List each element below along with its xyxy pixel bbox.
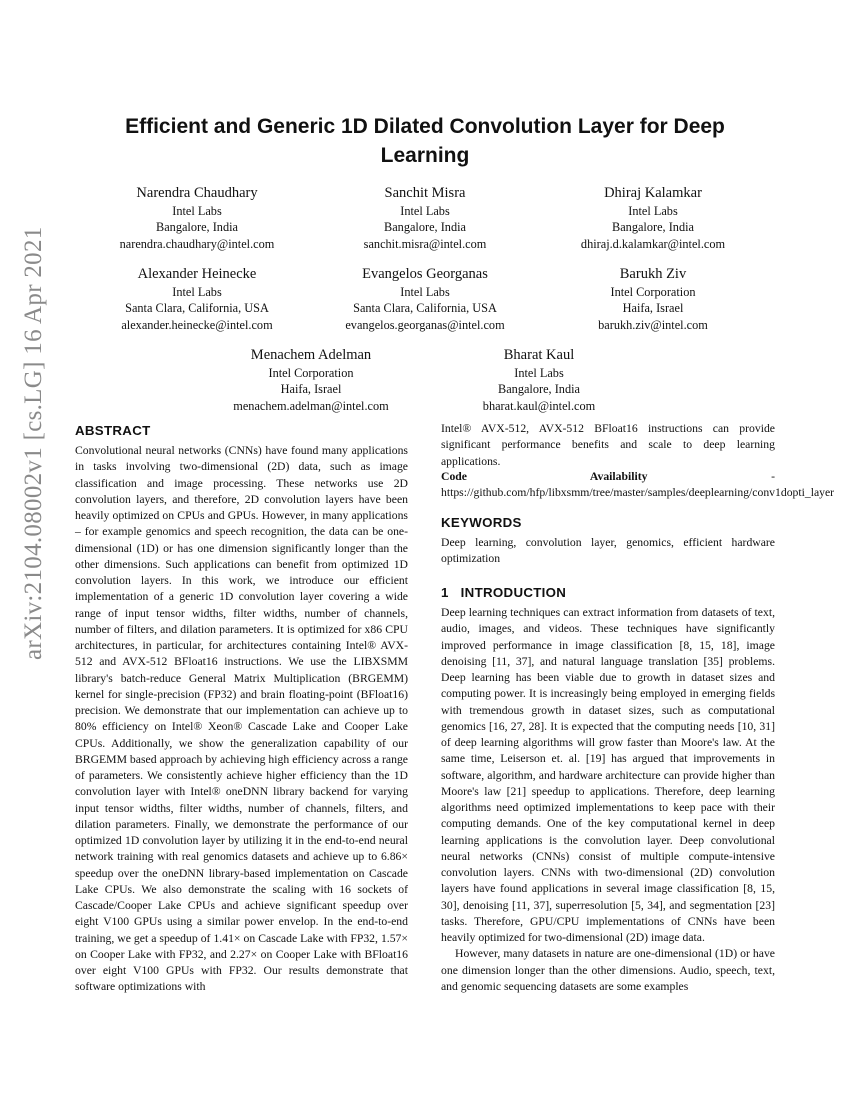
author-location: Santa Clara, California, USA <box>353 301 497 316</box>
code-availability-link[interactable]: - https://github.com/hfp/libxsmm/tree/master/samples/deeplearning/conv1dopti_layer <box>441 470 835 500</box>
author-email[interactable]: dhiraj.d.kalamkar@intel.com <box>580 236 726 251</box>
author-email[interactable]: evangelos.georganas@intel.com <box>345 317 505 332</box>
code-availability-label: Code Availability <box>441 470 648 483</box>
author-name: Bharat Kaul <box>503 347 575 363</box>
author-block <box>523 184 783 252</box>
author-email[interactable]: alexander.heinecke@intel.com <box>121 317 273 332</box>
introduction-paragraph-2: However, many datasets in nature are one-dimensional (1D) or have one dimension longer than the other dimensions. Audio, speech, text, and genomic sequencing datasets are some examples <box>441 947 775 993</box>
author-block <box>523 265 783 333</box>
author-email[interactable]: barukh.ziv@intel.com <box>598 317 708 332</box>
author-location: Bangalore, India <box>384 220 466 235</box>
author-affiliation: Intel Labs <box>172 204 222 218</box>
author-block <box>409 346 669 414</box>
author-block <box>295 184 555 252</box>
author-affiliation: Intel Corporation <box>268 366 354 380</box>
author-name: Alexander Heinecke <box>137 266 257 282</box>
author-block <box>295 265 555 333</box>
author-block <box>67 265 327 333</box>
author-affiliation: Intel Labs <box>400 285 450 299</box>
author-location: Haifa, Israel <box>622 301 684 316</box>
author-name: Barukh Ziv <box>619 266 687 282</box>
author-affiliation: Intel Labs <box>628 204 678 218</box>
author-location: Bangalore, India <box>498 382 580 397</box>
paper-title: Efficient and Generic 1D Dilated Convolution Layer for Deep Learning <box>125 115 725 167</box>
author-email[interactable]: bharat.kaul@intel.com <box>482 398 596 413</box>
keywords-heading: KEYWORDS <box>441 515 522 530</box>
author-email[interactable]: menachem.adelman@intel.com <box>233 398 389 413</box>
author-email[interactable]: narendra.chaudhary@intel.com <box>119 236 275 251</box>
author-affiliation: Intel Corporation <box>610 285 696 299</box>
author-name: Evangelos Georganas <box>362 266 488 282</box>
author-block <box>67 184 327 252</box>
author-affiliation: Intel Labs <box>514 366 564 380</box>
author-location: Bangalore, India <box>612 220 694 235</box>
keywords-body <box>441 535 775 568</box>
abstract-continuation-text: Intel® AVX-512, AVX-512 BFloat16 instructions can provide significant performance benefits and scale to deep learning applications. <box>441 422 775 468</box>
introduction-heading: 1 INTRODUCTION <box>441 585 567 600</box>
author-block <box>181 346 441 414</box>
abstract-continuation <box>441 421 775 470</box>
author-name: Sanchit Misra <box>384 185 466 201</box>
author-location: Santa Clara, California, USA <box>125 301 269 316</box>
abstract-text: Convolutional neural networks (CNNs) have found many applications in tasks involving two-dimensional (2D) data, such as image classification and image processing. These networks use 2D convolution layers, and therefore, 2D convolution layers have been heavily optimized on CPUs and GPUs. However, in many applications – for example genomics and speech recognition, the data can be one-dimensional (1D) or has one dimension significantly longer than the other dimensions. Such applications can benefit from optimized 1D convolution layers. In this work, we introduce our efficient implementation of a generic 1D convolution layer covering a wide range of input tensor widths, filter widths, number of channels, number of filters, and dilation parameters. It is optimized for x86 CPU architectures, in particular, for architectures containing Intel® AVX-512 and AVX-512 BFloat16 instructions. We use the LIBXSMM library's batch-reduce General Matrix Multiplication (BRGEMM) kernel for single-precision (FP32) and brain floating-point (BFloat16) precision. We demonstrate that our implementation can achieve up to 80% efficiency on Intel® Xeon® Cascade Lake and Cooper Lake CPUs. Additionally, we show the generalization capability of our BRGEMM based approach by achieving high efficiency across a range of parameters. We consistently achieve higher efficiency than the 1D convolution layer with Intel® oneDNN library backend for varying input tensor widths, filter widths, number of channels, filters, and dilation parameters. Finally, we demonstrate the performance of our optimized 1D convolution layer by utilizing it in the end-to-end neural network training with real genomics datasets and achieve up to 6.86× speedup over the oneDNN library-based implementation on Cascade Lake CPUs. We also demonstrate the scaling with 16 sockets of Cascade/Cooper Lake CPUs and achieve significant speedup over eight V100 GPUs using a similar power envelop. In the end-to-end training, we get a speedup of 1.41× on Cascade Lake with FP32, 1.57× on Cooper Lake with FP32, and 2.27× on Cooper Lake with BFloat16 over eight V100 GPUs with FP32. Our results demonstrate that software optimizations with <box>75 444 408 994</box>
author-affiliation: Intel Labs <box>400 204 450 218</box>
author-name: Dhiraj Kalamkar <box>604 185 702 201</box>
author-affiliation: Intel Labs <box>172 285 222 299</box>
introduction-paragraph-1: Deep learning techniques can extract information from datasets of text, audio, images, and videos. These techniques have significantly improved performance in image classification [8, 15, 18], image denoising [11, 37], and natural language translation [35] problems. Deep learning has been viable due to growth in dataset sizes and computing power. It is increasingly being employed in emerging fields with tremendous growth in dataset sizes, such as computational genomics [16, 27, 28]. It is expected that the computing needs [10, 31] of deep learning algorithms will grow faster than Moore's law. At the same time, Leiserson et. al. [19] has argued that improvements in software, algorithm, and hardware architecture can provide higher than Moore's law [21] speedup to applications. Therefore, deep learning algorithms need optimized implementations to keep pace with their computing demands. One of the key computational kernel in deep learning applications is the convolution layer. Deep convolutional neural networks (CNNs) consist of multiple compute-intensive convolution layers. CNNs with two-dimensional (2D) convolution layers have found applications in several image classification [8, 15, 30], denoising [11, 37], superresolution [5, 34], and segmentation [23] tasks. Therefore, GPU/CPU implementations of CNNs have been heavily optimized for two-dimensional (2D) image data. <box>441 606 775 944</box>
author-location: Bangalore, India <box>156 220 238 235</box>
code-availability <box>441 469 835 502</box>
author-name: Narendra Chaudhary <box>136 185 258 201</box>
introduction-body <box>441 605 775 995</box>
keywords-text: Deep learning, convolution layer, genomics, efficient hardware optimization <box>441 536 775 566</box>
abstract-body <box>75 443 408 996</box>
author-location: Haifa, Israel <box>280 382 342 397</box>
arxiv-stamp: arXiv:2104.08002v1 [cs.LG] 16 Apr 2021 <box>20 226 47 660</box>
author-email[interactable]: sanchit.misra@intel.com <box>363 236 487 251</box>
abstract-heading: ABSTRACT <box>75 423 151 438</box>
author-name: Menachem Adelman <box>250 347 372 363</box>
